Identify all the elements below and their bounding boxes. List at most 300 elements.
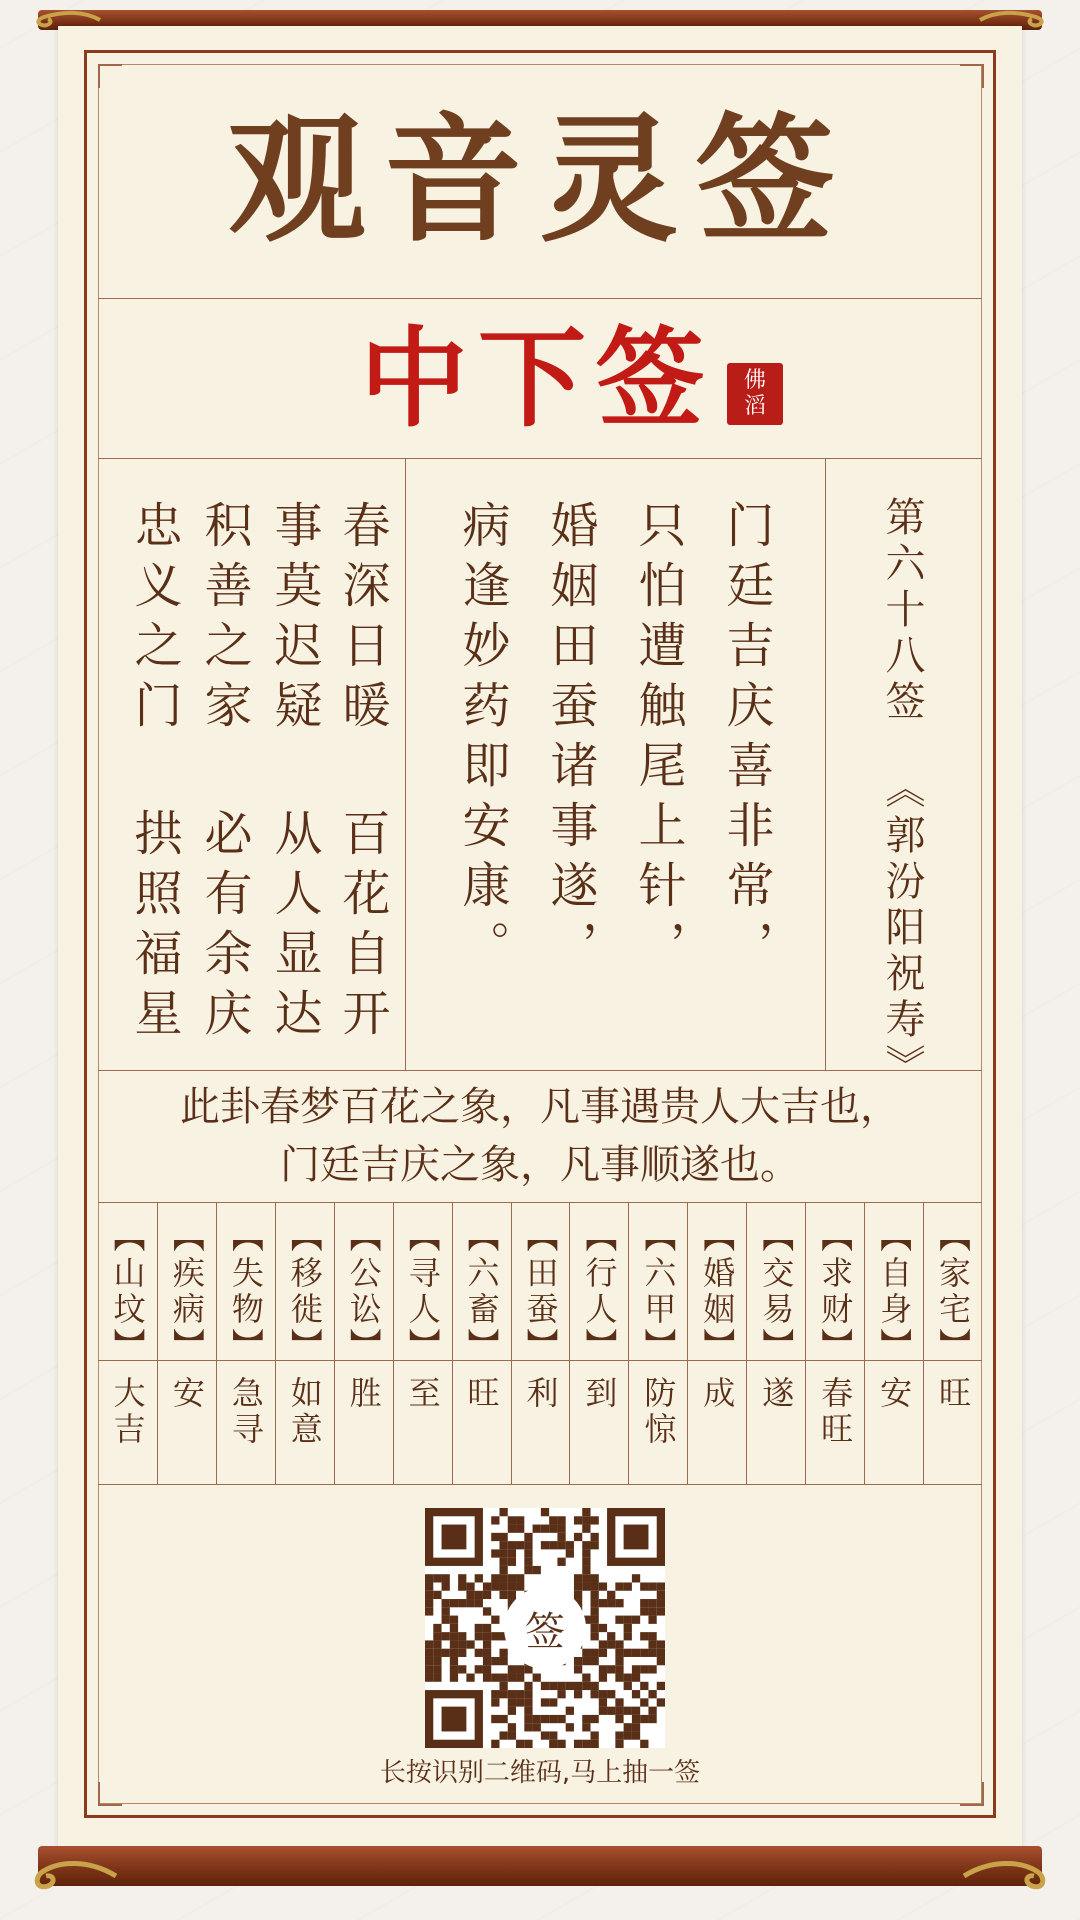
qr-module xyxy=(599,1698,607,1706)
qr-module xyxy=(574,1740,582,1748)
qr-module xyxy=(632,1665,640,1673)
qr-module xyxy=(557,1541,565,1549)
verse-line: 婚姻田蚕诸事遂， xyxy=(542,500,598,980)
qr-module xyxy=(624,1731,632,1739)
qr-module xyxy=(442,1632,450,1640)
qr-module xyxy=(615,1715,623,1723)
fortune-result: 安 xyxy=(875,1376,914,1412)
fortune-category-cell xyxy=(452,1202,511,1364)
qr-module xyxy=(458,1665,466,1673)
qr-module xyxy=(516,1582,524,1590)
qr-module xyxy=(591,1541,599,1549)
qr-module xyxy=(640,1665,648,1673)
fortune-result-cell xyxy=(216,1360,275,1484)
fortune-result-cell xyxy=(923,1360,982,1484)
qr-module xyxy=(442,1599,450,1607)
qr-module xyxy=(433,1665,441,1673)
qr-module xyxy=(442,1574,450,1582)
qr-module xyxy=(648,1690,656,1698)
lot-number: 第六十八签 xyxy=(879,496,925,726)
qr-module xyxy=(516,1574,524,1582)
qr-module xyxy=(508,1723,516,1731)
qr-module xyxy=(425,1657,433,1665)
qr-module xyxy=(657,1599,665,1607)
qr-module xyxy=(508,1665,516,1673)
qr-module xyxy=(624,1707,632,1715)
qr-module xyxy=(648,1616,656,1624)
explanation-line: 门廷吉庆之象，凡事顺遂也。 xyxy=(280,1142,800,1188)
qr-finder xyxy=(442,1525,467,1550)
fortune-category: 【公讼】 xyxy=(344,1220,383,1364)
qr-module xyxy=(582,1508,590,1516)
qr-module xyxy=(442,1607,450,1615)
qr-module xyxy=(632,1723,640,1731)
qr-module xyxy=(475,1624,483,1632)
qr-module xyxy=(442,1616,450,1624)
qr-module xyxy=(599,1582,607,1590)
qr-module xyxy=(615,1599,623,1607)
qr-module xyxy=(657,1582,665,1590)
qr-module xyxy=(425,1574,433,1582)
qr-module xyxy=(533,1715,541,1723)
fortune-result: 安 xyxy=(167,1376,206,1412)
divider xyxy=(98,1360,982,1361)
qr-module xyxy=(475,1599,483,1607)
qr-module xyxy=(499,1549,507,1557)
fortune-result-cell xyxy=(275,1360,334,1484)
fortune-result: 大吉 xyxy=(108,1376,147,1448)
qr-module xyxy=(557,1516,565,1524)
qr-module xyxy=(607,1632,615,1640)
explanation-line: 此卦春梦百花之象，凡事遇贵人大吉也， xyxy=(180,1084,900,1130)
qr-module xyxy=(599,1599,607,1607)
fortune-result: 春旺 xyxy=(816,1376,855,1448)
qr-module xyxy=(632,1731,640,1739)
qr-module xyxy=(524,1558,532,1566)
page-title: 观音灵签 xyxy=(227,98,852,261)
qr-module xyxy=(657,1591,665,1599)
fortune-result-cell xyxy=(864,1360,923,1484)
qr-module xyxy=(640,1632,648,1640)
qr-module xyxy=(632,1707,640,1715)
qr-module xyxy=(640,1607,648,1615)
qr-module xyxy=(508,1525,516,1533)
fortune-category-cell xyxy=(746,1202,805,1364)
qr-module xyxy=(648,1665,656,1673)
qr-module xyxy=(648,1632,656,1640)
fortune-result-cell xyxy=(805,1360,864,1484)
qr-module xyxy=(458,1574,466,1582)
qr-module xyxy=(599,1690,607,1698)
divider xyxy=(405,458,406,1070)
qr-module xyxy=(508,1690,516,1698)
qr-module xyxy=(591,1649,599,1657)
qr-module xyxy=(566,1682,574,1690)
qr-module xyxy=(591,1582,599,1590)
qr-module xyxy=(450,1624,458,1632)
qr-finder xyxy=(624,1525,649,1550)
divider xyxy=(98,458,982,459)
fortune-result: 旺 xyxy=(462,1376,501,1412)
qr-module xyxy=(557,1533,565,1541)
qr-module xyxy=(524,1665,532,1673)
qr-module xyxy=(508,1558,516,1566)
fortune-category: 【六甲】 xyxy=(639,1220,678,1364)
qr-module xyxy=(491,1616,499,1624)
qr-module xyxy=(524,1690,532,1698)
qr-module xyxy=(499,1649,507,1657)
qr-module xyxy=(499,1574,507,1582)
qr-module xyxy=(624,1723,632,1731)
qr-module xyxy=(599,1640,607,1648)
qr-module xyxy=(499,1582,507,1590)
qr-module xyxy=(524,1549,532,1557)
qr-module xyxy=(541,1698,549,1706)
qr-module xyxy=(591,1516,599,1524)
fortune-category: 【家宅】 xyxy=(934,1220,973,1364)
qr-module xyxy=(475,1591,483,1599)
qr-module xyxy=(632,1574,640,1582)
qr-module xyxy=(640,1582,648,1590)
fortune-category: 【六畜】 xyxy=(462,1220,501,1364)
qr-module xyxy=(615,1616,623,1624)
fortune-category: 【求财】 xyxy=(816,1220,855,1364)
qr-module xyxy=(648,1649,656,1657)
qr-module xyxy=(557,1682,565,1690)
qr-module xyxy=(541,1508,549,1516)
qr-module xyxy=(582,1558,590,1566)
qr-module xyxy=(483,1632,491,1640)
qr-module xyxy=(541,1525,549,1533)
fortune-result-cell xyxy=(98,1360,157,1484)
fortune-result-cell xyxy=(569,1360,628,1484)
qr-module xyxy=(433,1640,441,1648)
qr-module xyxy=(657,1607,665,1615)
qr-module xyxy=(574,1574,582,1582)
qr-module xyxy=(524,1533,532,1541)
qr-module xyxy=(508,1599,516,1607)
corner-ornament xyxy=(960,64,984,88)
corner-ornament xyxy=(98,64,122,88)
qr-module xyxy=(533,1525,541,1533)
qr-module xyxy=(491,1674,499,1682)
qr-module xyxy=(466,1599,474,1607)
fortune-category-cell xyxy=(628,1202,687,1364)
qr-module xyxy=(591,1616,599,1624)
qr-module xyxy=(624,1682,632,1690)
qr-module xyxy=(591,1599,599,1607)
qr-module xyxy=(516,1690,524,1698)
qr-module xyxy=(591,1690,599,1698)
fortune-category: 【婚姻】 xyxy=(698,1220,737,1364)
fortune-category-cell xyxy=(334,1202,393,1364)
qr-module xyxy=(615,1649,623,1657)
qr-module xyxy=(648,1607,656,1615)
qr-module xyxy=(566,1549,574,1557)
qr-module xyxy=(425,1607,433,1615)
qr-module xyxy=(516,1665,524,1673)
qr-module xyxy=(599,1707,607,1715)
fortune-category: 【山坟】 xyxy=(108,1220,147,1364)
qr-module xyxy=(425,1665,433,1673)
fortune-category-cell xyxy=(157,1202,216,1364)
qr-module xyxy=(524,1541,532,1549)
qr-module xyxy=(640,1698,648,1706)
qr-module xyxy=(499,1566,507,1574)
qr-module xyxy=(640,1649,648,1657)
qr-module xyxy=(640,1715,648,1723)
qr-module xyxy=(615,1674,623,1682)
fortune-result-cell xyxy=(334,1360,393,1484)
qr-module xyxy=(499,1632,507,1640)
qr-module xyxy=(450,1657,458,1665)
qr-module xyxy=(508,1549,516,1557)
qr-module xyxy=(591,1731,599,1739)
qr-module xyxy=(549,1682,557,1690)
qr-module xyxy=(549,1740,557,1748)
qr-module xyxy=(657,1640,665,1648)
fortune-category: 【失物】 xyxy=(226,1220,265,1364)
qr-module xyxy=(624,1616,632,1624)
qr-module xyxy=(582,1657,590,1665)
qr-module xyxy=(483,1649,491,1657)
qr-module xyxy=(566,1541,574,1549)
fortune-category: 【寻人】 xyxy=(403,1220,442,1364)
qr-module xyxy=(499,1533,507,1541)
qr-module xyxy=(483,1624,491,1632)
qr-module xyxy=(624,1624,632,1632)
qr-module xyxy=(632,1715,640,1723)
qr-module xyxy=(499,1674,507,1682)
qr-module xyxy=(425,1640,433,1648)
qr-module xyxy=(425,1599,433,1607)
right-rod-ornament-icon xyxy=(960,1856,1050,1896)
qr-module xyxy=(499,1541,507,1549)
qr-module xyxy=(491,1740,499,1748)
fortune-category: 【疾病】 xyxy=(167,1220,206,1364)
qr-module xyxy=(648,1599,656,1607)
qr-module xyxy=(657,1649,665,1657)
qr-module xyxy=(615,1665,623,1673)
qr-module xyxy=(524,1566,532,1574)
qr-module xyxy=(541,1682,549,1690)
qr-module xyxy=(516,1541,524,1549)
qr-module xyxy=(615,1582,623,1590)
fortune-category: 【移徙】 xyxy=(285,1220,324,1364)
qr-module xyxy=(475,1632,483,1640)
qr-module xyxy=(483,1640,491,1648)
qr-module xyxy=(582,1549,590,1557)
qr-module xyxy=(607,1665,615,1673)
qr-module xyxy=(599,1624,607,1632)
fortune-category-cell xyxy=(393,1202,452,1364)
qr-module xyxy=(657,1682,665,1690)
fortune-category-cell xyxy=(805,1202,864,1364)
lot-story: 《郭汾阳祝寿》 xyxy=(879,768,925,1090)
qr-module xyxy=(499,1690,507,1698)
qr-module xyxy=(458,1582,466,1590)
qr-caption: 长按识别二维码,马上抽一签 xyxy=(379,1758,701,1788)
qr-module xyxy=(607,1690,615,1698)
fortune-result: 到 xyxy=(580,1376,619,1412)
qr-module xyxy=(599,1649,607,1657)
qr-module xyxy=(491,1533,499,1541)
qr-module xyxy=(499,1558,507,1566)
qr-module xyxy=(450,1599,458,1607)
qr-module xyxy=(591,1574,599,1582)
qr-module xyxy=(425,1591,433,1599)
qr-module xyxy=(491,1715,499,1723)
qr-module xyxy=(541,1715,549,1723)
qr-module xyxy=(599,1665,607,1673)
fortune-category: 【交易】 xyxy=(757,1220,796,1364)
qr-module xyxy=(533,1566,541,1574)
qr-module xyxy=(640,1740,648,1748)
qr-module xyxy=(425,1582,433,1590)
qr-module xyxy=(450,1665,458,1673)
qr-module xyxy=(574,1533,582,1541)
qr-module xyxy=(615,1657,623,1665)
fortune-category: 【田蚕】 xyxy=(521,1220,560,1364)
qr-module xyxy=(648,1640,656,1648)
commentary-line: 积善之家 必有余庆 xyxy=(196,500,252,1048)
left-rod-ornament-icon xyxy=(30,1856,120,1896)
fortune-table xyxy=(98,1202,982,1484)
qr-module xyxy=(450,1674,458,1682)
qr-module xyxy=(549,1731,557,1739)
qr-module xyxy=(582,1723,590,1731)
qr-module xyxy=(582,1566,590,1574)
qr-module xyxy=(475,1665,483,1673)
qr-module xyxy=(574,1599,582,1607)
fortune-result-cell xyxy=(687,1360,746,1484)
fortune-result: 成 xyxy=(698,1376,737,1412)
qr-module xyxy=(499,1657,507,1665)
qr-module xyxy=(566,1723,574,1731)
qr-module xyxy=(483,1665,491,1673)
fortune-category-cell xyxy=(569,1202,628,1364)
qr-module xyxy=(508,1591,516,1599)
qr-module xyxy=(425,1674,433,1682)
qr-module xyxy=(632,1649,640,1657)
qr-module xyxy=(524,1715,532,1723)
qr-module xyxy=(458,1632,466,1640)
qr-module xyxy=(574,1665,582,1673)
qr-module xyxy=(582,1541,590,1549)
qr-module xyxy=(491,1516,499,1524)
fortune-result-cell xyxy=(393,1360,452,1484)
qr-module xyxy=(433,1649,441,1657)
qr-module xyxy=(442,1649,450,1657)
qr-module xyxy=(425,1649,433,1657)
qr-module xyxy=(640,1599,648,1607)
qr-module xyxy=(533,1674,541,1682)
qr-module xyxy=(574,1591,582,1599)
commentary-line: 春深日暖 百花自开 xyxy=(334,500,390,1048)
qr-module xyxy=(508,1698,516,1706)
qr-module xyxy=(458,1649,466,1657)
qr-module xyxy=(483,1674,491,1682)
qr-module xyxy=(541,1541,549,1549)
qr-module xyxy=(582,1616,590,1624)
qr-module xyxy=(466,1674,474,1682)
qr-module xyxy=(450,1616,458,1624)
qr-module xyxy=(591,1657,599,1665)
qr-module xyxy=(648,1715,656,1723)
seal-stamp xyxy=(727,363,783,425)
qr-module xyxy=(582,1574,590,1582)
qr-module xyxy=(582,1682,590,1690)
fortune-result: 防惊 xyxy=(639,1376,678,1448)
fortune-result: 至 xyxy=(403,1376,442,1412)
qr-module xyxy=(557,1740,565,1748)
qr-module xyxy=(524,1740,532,1748)
qr-module xyxy=(607,1599,615,1607)
qr-module xyxy=(574,1682,582,1690)
commentary-line: 事莫迟疑 从人显达 xyxy=(266,500,322,1048)
fortune-result-cell xyxy=(157,1360,216,1484)
fortune-result: 利 xyxy=(521,1376,560,1412)
qr-module xyxy=(516,1516,524,1524)
qr-module xyxy=(491,1574,499,1582)
fortune-result-cell xyxy=(511,1360,570,1484)
fortune-category: 【自身】 xyxy=(875,1220,914,1364)
qr-module xyxy=(499,1731,507,1739)
qr-module xyxy=(433,1574,441,1582)
qr-module xyxy=(524,1707,532,1715)
qr-module xyxy=(591,1682,599,1690)
qr-module xyxy=(533,1723,541,1731)
qr-module xyxy=(632,1690,640,1698)
qr-module xyxy=(624,1674,632,1682)
qr-module xyxy=(433,1632,441,1640)
fortune-category-cell xyxy=(275,1202,334,1364)
qr-module xyxy=(582,1715,590,1723)
qr-module xyxy=(607,1640,615,1648)
qr-module xyxy=(574,1516,582,1524)
qr-module xyxy=(557,1715,565,1723)
qr-module xyxy=(466,1640,474,1648)
qr-module xyxy=(591,1624,599,1632)
divider xyxy=(98,1484,982,1485)
qr-module xyxy=(458,1599,466,1607)
qr-module xyxy=(591,1591,599,1599)
qr-module xyxy=(508,1731,516,1739)
qr-module xyxy=(450,1640,458,1648)
qr-module xyxy=(557,1558,565,1566)
verse-line: 门廷吉庆喜非常， xyxy=(718,500,774,980)
qr-module xyxy=(632,1674,640,1682)
qr-module xyxy=(557,1690,565,1698)
qr-module xyxy=(574,1690,582,1698)
qr-module xyxy=(566,1707,574,1715)
qr-module xyxy=(433,1657,441,1665)
qr-module xyxy=(624,1582,632,1590)
qr-module xyxy=(475,1649,483,1657)
qr-module xyxy=(491,1690,499,1698)
qr-module xyxy=(615,1707,623,1715)
qr-module xyxy=(549,1541,557,1549)
verse-line: 病逢妙药即安康。 xyxy=(454,500,510,980)
qr-module xyxy=(516,1698,524,1706)
qr-module xyxy=(524,1698,532,1706)
qr-module xyxy=(591,1740,599,1748)
qr-module xyxy=(657,1698,665,1706)
qr-module xyxy=(591,1607,599,1615)
qr-module xyxy=(508,1574,516,1582)
qr-module xyxy=(574,1582,582,1590)
qr-module xyxy=(483,1582,491,1590)
